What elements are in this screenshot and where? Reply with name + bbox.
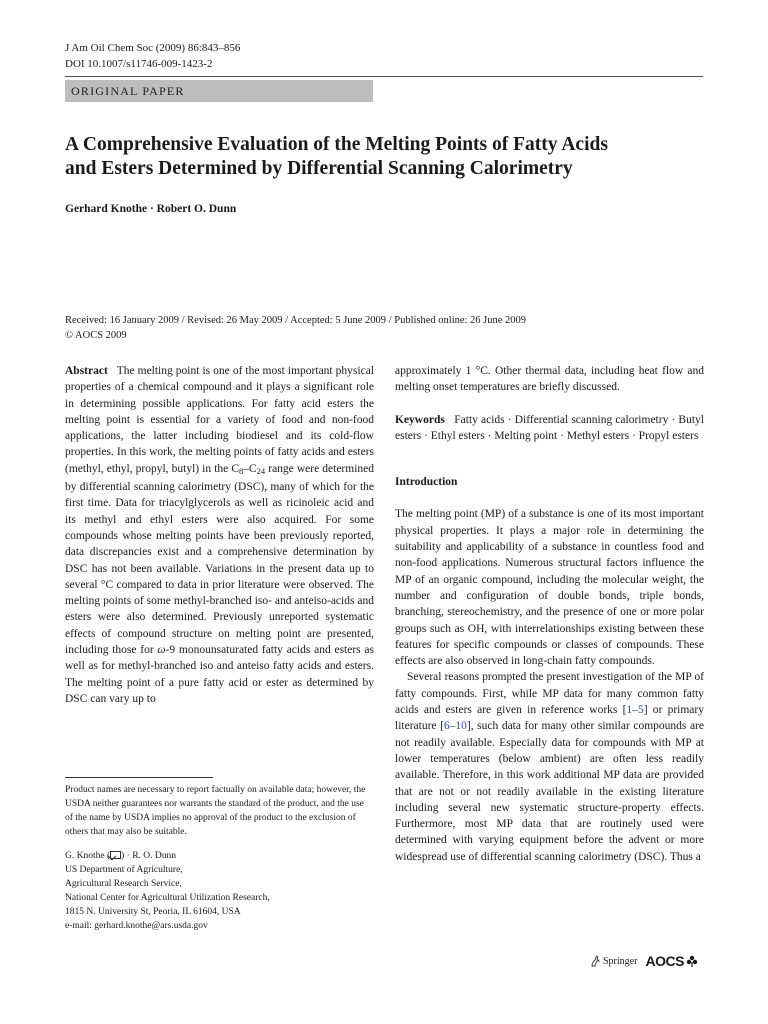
affiliation-line: National Center for Agricultural Utilization Research, [65,893,270,903]
abstract-column [65,363,374,707]
affiliation-line: 1815 N. University St, Peoria, IL 61604, USA [65,907,241,917]
author-correspondence: G. Knothe ( ) · R. O. Dunn [65,851,177,861]
affiliation-block [65,849,374,933]
aocs-logo: AOCS [645,953,697,969]
affiliation-line: US Department of Agriculture, [65,865,183,875]
dates-line: Received: 16 January 2009 / Revised: 26 May 2009 / Accepted: 5 June 2009 / Published online: 26 June 2009 [65,315,527,326]
article-title [65,133,705,181]
abstract-label: Abstract [65,365,108,377]
copyright-line: © AOCS 2009 [65,330,127,341]
title-line-2: and Esters Determined by Differential Scanning Calorimetry [65,158,573,179]
right-column [395,363,704,865]
header-rule [65,76,703,77]
keywords-text: Fatty acids · Differential scanning calorimetry · Butyl esters · Ethyl esters · Melting point · Methyl esters · Propyl esters [395,413,704,442]
doi-line[interactable]: DOI 10.1007/s11746-009-1423-2 [65,58,213,70]
reference-link[interactable]: 6–10 [443,720,467,733]
author-email[interactable]: e-mail: gerhard.knothe@ars.usda.gov [65,921,208,931]
author-list: Gerhard Knothe · Robert O. Dunn [65,203,237,215]
keywords-label: Keywords [395,413,445,426]
publisher-logos [590,952,698,970]
journal-line: J Am Oil Chem Soc (2009) 86:843–856 [65,42,241,54]
envelope-icon[interactable] [110,851,121,859]
title-line-1: A Comprehensive Evaluation of the Melting Points of Fatty Acids [65,134,608,155]
intro-paragraph-2: Several reasons prompted the present investigation of the MP of fatty compounds. First, while MP data for many common fatty acids and esters are given in reference works [1–5] or primary literature [6–10], such data for many other similar compounds are not readily available. Especially data for compounds with MP at lower temperatures (below ambient) are often less readily available. Therefore, in this work additional MP data are provided that are not or not readily available in the existing literature including several new systematic structure-property effects. Furthermore, most MP data that are routinely used were determined with varying equipment before the advent or more widespread use of differential scanning calorimetry (DSC). Thus a [395,671,704,863]
abstract-paragraph: Abstract The melting point is one of the most important physical properties of a chemical compound and it plays a significant role in determining possible applications. For fatty acid esters the melting point is essential for a variety of food and non-food applications, the latter including biodiesel and its cold-flow properties. In this work, the melting points of fatty acids and esters (methyl, ethyl, propyl, butyl) in the $C_8-C_{24}$ range were determined by differential scanning calorimetry (DSC), many of which for the first time. Data for triacylglycerols as well as ricinoleic acid and its methyl and ethyl esters were also acquired. For some compounds whose melting points have been previously reported, data discrepancies exist and a comprehensive determination by DSC has not been available. Variations in the present data up to several °C compared to data in prior literature were observed. The melting points of some methyl-branched iso- and anteiso-acids and esters were also determined. Previously unreported systematic effects of compound structure on melting point are presented, including those for ω-9 monounsaturated fatty acids and esters as well as for methyl-branched iso and anteiso fatty acids and esters. The melting point of a pure fatty acid or ester as determined by DSC can vary up to [65,365,374,705]
affiliation-line: Agricultural Research Service, [65,879,182,889]
journal-citation [65,40,240,72]
abstract-continued: approximately 1 °C. Other thermal data, including heat flow and melting onset temperatures are briefly discussed. [395,365,704,394]
footnote-rule [65,777,213,778]
publication-dates [65,313,526,343]
aocs-flower-icon [686,955,698,967]
intro-paragraph-1: The melting point (MP) of a substance is one of its most important physical properties. It plays a major role in determining the suitability and applicability of a substance in countless food and non-food applications. Numerous structural factors influence the MP of an organic compound, including the molecular weight, the number and configuration of double bonds, triple bonds, branching, stereochemistry, and the presence of one or more polar groups such as OH, with interrelationships existing between these features for specific compounds or classes of compounds. These effects are also observed in long-chain fatty compounds. [395,508,704,668]
reference-link[interactable]: 1–5 [626,704,644,717]
springer-logo: Springer [590,955,637,967]
introduction-heading: Introduction [395,476,458,489]
footnote: Product names are necessary to report factually on available data; however, the USDA neither guarantees nor warrants the standard of the product, and the use of the name by USDA implies no approval of the product to the exclusion of others that may also be suitable. [65,785,366,837]
keywords-paragraph [395,412,704,445]
section-label: ORIGINAL PAPER [65,80,373,102]
springer-horse-icon [590,955,600,967]
